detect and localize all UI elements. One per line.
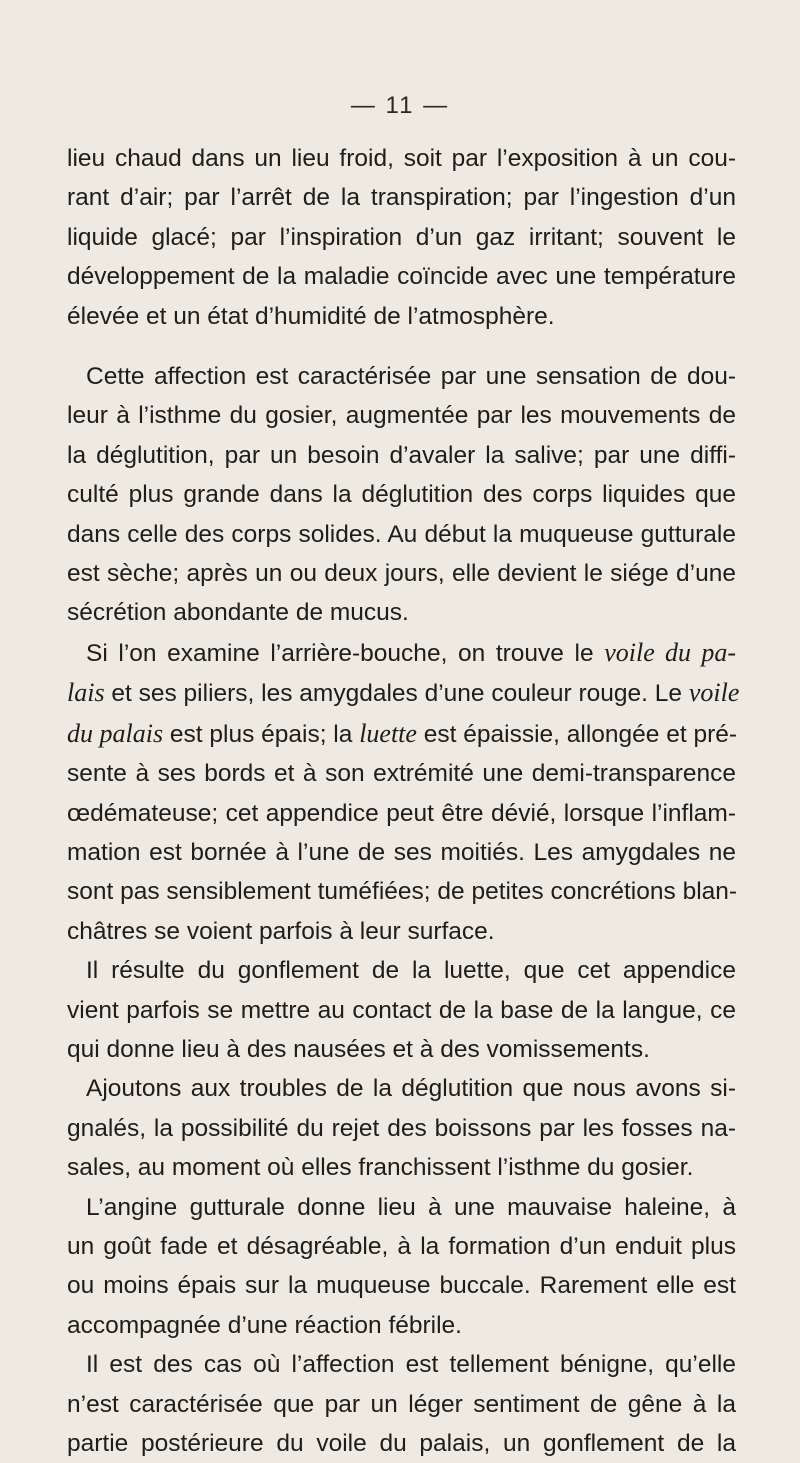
text-line: dans celle des corps solides. Au début la muqueuse gutturale	[67, 520, 736, 548]
text-line	[67, 714, 736, 754]
text-line: sécrétion abondante de mucus.	[67, 599, 409, 627]
paragraph	[67, 1188, 736, 1346]
text-line: culté plus grande dans la déglutition des corps liquides que	[67, 481, 736, 509]
text-run: est plus épais; la	[163, 720, 360, 748]
italic-term: lais	[67, 678, 105, 708]
text-line: Cette affection est caractérisée par une sensation de dou-	[86, 363, 736, 391]
text-line: châtres se voient parfois à leur surface.	[67, 917, 495, 945]
text-run: est épaissie, allongée et pré-	[416, 720, 738, 748]
italic-term: luette	[359, 718, 417, 748]
text-line: lieu chaud dans un lieu froid, soit par l’exposition à un cou-	[67, 145, 736, 172]
text-line: élevée et un état d’humidité de l’atmosphère.	[67, 302, 555, 330]
text-line: partie postérieure du voile du palais, un gonflement de la	[67, 1430, 736, 1457]
text-line: sente à ses bords et à son extrémité une demi-transparence	[67, 760, 736, 788]
text-line: œdémateuse; cet appendice peut être dévié, lorsque l’inflam-	[67, 799, 736, 827]
italic-term: voile	[688, 678, 740, 708]
text-line: Il résulte du gonflement de la luette, que cet appendice	[86, 957, 736, 985]
text-line: sont pas sensiblement tuméfiées; de petites concrétions blan-	[67, 878, 738, 906]
text-line: la déglutition, par un besoin d’avaler la salive; par une diffi-	[67, 441, 736, 469]
text-line: qui donne lieu à des nausées et à des vomissements.	[67, 1035, 650, 1063]
text-line: liquide glacé; par l’inspiration d’un gaz irritant; souvent le	[67, 223, 736, 251]
text-line: Il est des cas où l’affection est tellement bénigne, qu’elle	[86, 1351, 736, 1379]
text-line: Ajoutons aux troubles de la déglutition que nous avons si-	[86, 1075, 736, 1103]
text-line: accompagnée d’une réaction fébrile.	[67, 1311, 462, 1339]
text-run: Si l’on examine l’arrière-bouche, on trouve le	[86, 639, 605, 667]
paragraph	[67, 1345, 736, 1463]
italic-term: du palais	[67, 718, 164, 748]
page-number: — 11 —	[350, 92, 450, 119]
text-line: vient parfois se mettre au contact de la base de la langue, ce	[67, 996, 736, 1024]
text-line: sales, au moment où elles franchissent l’isthme du gosier.	[67, 1154, 694, 1182]
text-line	[67, 633, 736, 673]
text-line: rant d’air; par l’arrêt de la transpiration; par l’ingestion d’un	[67, 184, 736, 212]
italic-term: voile du pa-	[604, 637, 737, 667]
paragraph	[67, 1069, 736, 1187]
text-line: leur à l’isthme du gosier, augmentée par les mouvements de	[67, 402, 736, 430]
text-line: est sèche; après un ou deux jours, elle devient le siége d’une	[67, 560, 736, 588]
text-line: L’angine gutturale donne lieu à une mauvaise haleine, à	[86, 1193, 736, 1221]
text-line: gnalés, la possibilité du rejet des boissons par les fosses na-	[67, 1114, 736, 1142]
paragraph	[67, 633, 740, 951]
paragraph	[67, 139, 736, 336]
text-line	[67, 673, 740, 713]
body-text	[67, 139, 740, 1463]
paragraph-gap	[67, 336, 736, 357]
paragraph	[67, 357, 736, 633]
text-run: et ses piliers, les amygdales d’une couleur rouge. Le	[104, 680, 689, 708]
text-line: mation est bornée à l’une de ses moitiés. Les amygdales ne	[67, 838, 736, 866]
text-line: un goût fade et désagréable, à la formation d’un enduit plus	[67, 1232, 736, 1260]
text-line: développement de la maladie coïncide avec une température	[67, 263, 736, 291]
text-line: n’est caractérisée que par un léger sentiment de gêne à la	[67, 1390, 736, 1418]
paragraph	[67, 951, 736, 1069]
text-line: ou moins épais sur la muqueuse buccale. Rarement elle est	[67, 1272, 736, 1300]
